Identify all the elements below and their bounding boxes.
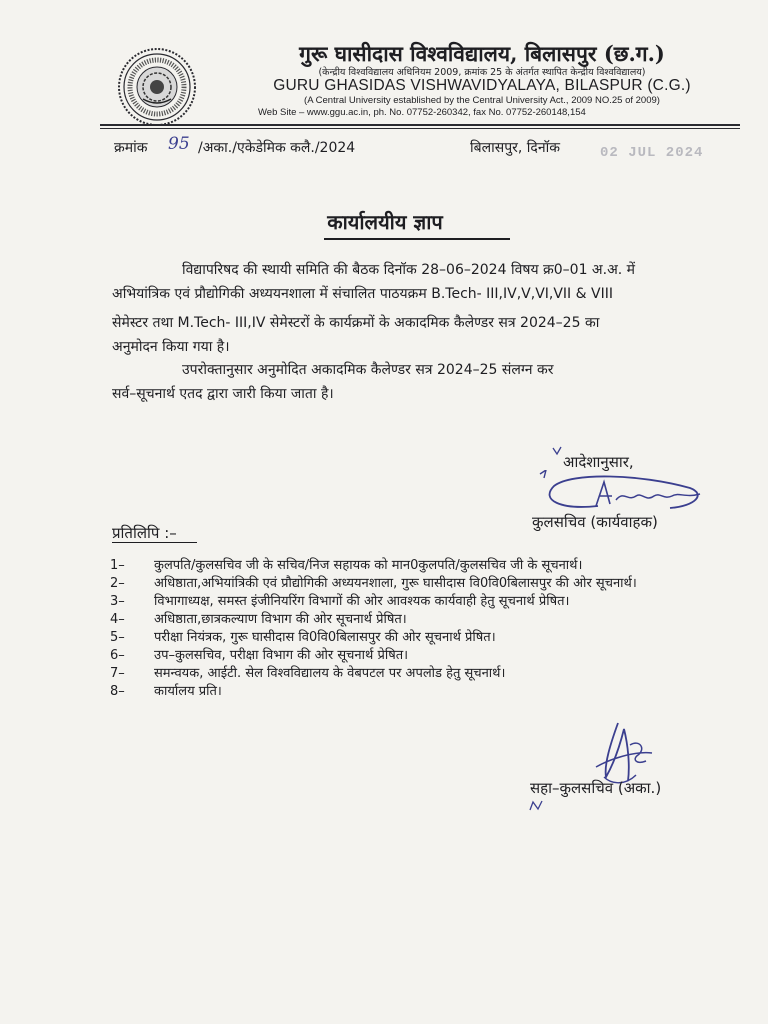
place-date-label: बिलासपुर, दिनॉक [470,140,560,156]
order-text: आदेशानुसार, [563,453,634,471]
paragraph2-line: उपरोक्तानुसार अनुमोदित अकादमिक कैलेण्डर सत्र 2024–25 संलग्न कर [182,362,554,378]
university-seal-icon [117,47,197,127]
reference-label: क्रमांक [114,140,148,156]
list-item: 3– विभागाध्यक्ष, समस्त इंजीनियरिंग विभागों की ओर आवश्यक कार्यवाही हेतु सूचनार्थ प्रेषित। [110,594,570,609]
assistant-registrar-signature-icon [590,715,660,787]
university-contact-line: Web Site – www.ggu.ac.in, ph. No. 07752-260342, fax No. 07752-260148,154 [258,107,586,118]
reference-number: 95 [168,134,190,154]
list-item: 8– कार्यालय प्रति। [110,684,222,699]
university-name-hindi: गुरू घासीदास विश्वविद्यालय, बिलासपुर (छ.ग.) [299,41,665,66]
reference-code: /अका./एकेडेमिक कलै./2024 [198,140,356,156]
copy-to-heading: प्रतिलिपि :– [112,524,177,542]
paragraph1-line: सेमेस्टर तथा M.Tech- III,IV सेमेस्टरों के कार्यक्रमों के अकादमिक कैलेण्डर सत्र 2024–25 का [112,315,600,331]
university-subtitle-hindi: (केन्द्रीय विश्वविद्यालय अधिनियम 2009, क्रमांक 25 के अंतर्गत स्थापित केन्द्रीय विश्वविद्यालय) [318,67,646,78]
registrar-signature-icon [520,470,720,518]
registrar-designation: कुलसचिव (कार्यवाहक) [532,513,658,531]
paragraph1-line: विद्यापरिषद की स्थायी समिति की बैठक दिनॉक 28–06–2024 विषय क्र0–01 अ.अ. में [182,262,636,278]
list-item: 1– कुलपति/कुलसचिव जी के सचिव/निज सहायक को मान0कुलपति/कुलसचिव जी के सूचनार्थ। [110,558,583,573]
pen-tick-icon [528,800,544,812]
list-item: 7– समन्वयक, आईटी. सेल विश्वविद्यालय के वेबपटल पर अपलोड हेतु सूचनार्थ। [110,666,506,681]
copy-to-underline [112,542,197,543]
date-stamp: 02 JUL 2024 [600,145,704,161]
list-item: 6– उप–कुलसचिव, परीक्षा विभाग की ओर सूचनार्थ प्रेषित। [110,648,409,663]
university-subtitle-english: (A Central University established by the Central University Act., 2009 NO.25 of 2009) [304,95,660,106]
pen-tick-icon [552,446,562,456]
university-name-english: GURU GHASIDAS VISHWAVIDYALAYA, BILASPUR (C.G.) [273,77,691,94]
list-item: 2– अधिष्ठाता,अभियांत्रिकी एवं प्रौद्योगिकी अध्ययनशाला, गुरू घासीदास वि0वि0बिलासपुर की ओर सूचनार्थ। [110,576,637,591]
paragraph1-line: अनुमोदन किया गया है। [112,339,230,355]
letterhead-divider [100,124,740,126]
list-item: 5– परीक्षा नियंत्रक, गुरू घासीदास वि0वि0बिलासपुर की ओर सूचनार्थ प्रेषित। [110,630,496,645]
paragraph1-line: अभियांत्रिक एवं प्रौद्योगिकी अध्ययनशाला में संचालित पाठयक्रम B.Tech- III,IV,V,VI,VII & VIII [112,286,613,302]
paragraph2-line: सर्व–सूचनार्थ एतद द्वारा जारी किया जाता है। [112,386,334,402]
letterhead-divider-thin [100,128,740,129]
assistant-registrar-designation: सहा–कुलसचिव (अका.) [530,779,662,797]
memo-title: कार्यालयीय ज्ञाप [327,210,443,234]
memo-title-underline [324,238,510,240]
list-item: 4– अधिष्ठाता,छात्रकल्याण विभाग की ओर सूचनार्थ प्रेषित। [110,612,407,627]
